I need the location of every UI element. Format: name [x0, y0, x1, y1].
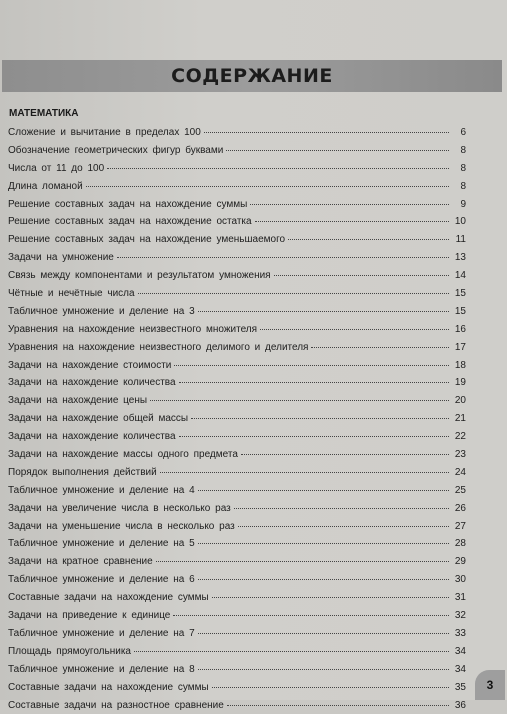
toc-entry-page: 29 [452, 553, 466, 571]
toc-entry [8, 518, 466, 536]
toc-entry-page: 8 [452, 160, 466, 178]
toc-entry-page: 36 [452, 697, 466, 714]
dot-leader [212, 686, 449, 688]
toc-entry [8, 196, 466, 214]
dot-leader [160, 471, 449, 473]
toc-entry [8, 213, 466, 231]
dot-leader [150, 399, 449, 401]
dot-leader [156, 560, 449, 562]
toc-entry-title: Задачи на увеличение числа в несколько раз [8, 500, 231, 518]
toc-entry [8, 285, 466, 303]
toc-entry-title: Табличное умножение и деление на 3 [8, 303, 195, 321]
toc-entry-title: Задачи на нахождение общей массы [8, 410, 188, 428]
toc-entry-page: 6 [452, 124, 466, 142]
dot-leader [134, 650, 449, 652]
toc-entry-title: Уравнения на нахождение неизвестного делимого и делителя [8, 339, 308, 357]
dot-leader [311, 346, 449, 348]
toc-entry-page: 31 [452, 589, 466, 607]
toc-entry [8, 249, 466, 267]
toc-entry-title: Решение составных задач на нахождение суммы [8, 196, 247, 214]
toc-entry-page: 25 [452, 482, 466, 500]
table-of-contents [8, 124, 466, 714]
toc-entry [8, 339, 466, 357]
toc-entry-title: Задачи на нахождение цены [8, 392, 147, 410]
dot-leader [288, 238, 449, 240]
dot-leader [138, 292, 449, 294]
toc-entry [8, 428, 466, 446]
toc-entry-title: Числа от 11 до 100 [8, 160, 104, 178]
toc-entry-page: 21 [452, 410, 466, 428]
toc-entry-title: Решение составных задач на нахождение остатка [8, 213, 252, 231]
toc-entry-page: 34 [452, 661, 466, 679]
toc-entry [8, 571, 466, 589]
toc-entry-page: 33 [452, 625, 466, 643]
dot-leader [86, 185, 449, 187]
toc-entry-title: Составные задачи на нахождение суммы [8, 679, 209, 697]
toc-entry-page: 26 [452, 500, 466, 518]
toc-entry-page: 27 [452, 518, 466, 536]
toc-entry-page: 34 [452, 643, 466, 661]
toc-entry-title: Задачи на приведение к единице [8, 607, 170, 625]
toc-entry [8, 679, 466, 697]
toc-entry-title: Задачи на нахождение количества [8, 374, 176, 392]
toc-entry-title: Табличное умножение и деление на 8 [8, 661, 195, 679]
toc-entry [8, 374, 466, 392]
dot-leader [226, 149, 449, 151]
dot-leader [179, 381, 449, 383]
dot-leader [255, 220, 449, 222]
toc-entry-title: Задачи на умножение [8, 249, 114, 267]
toc-entry [8, 697, 466, 714]
toc-entry-page: 32 [452, 607, 466, 625]
dot-leader [238, 525, 449, 527]
toc-entry-title: Площадь прямоугольника [8, 643, 131, 661]
dot-leader [204, 131, 449, 133]
toc-entry [8, 321, 466, 339]
toc-entry [8, 607, 466, 625]
toc-entry [8, 589, 466, 607]
toc-entry-title: Табличное умножение и деление на 7 [8, 625, 195, 643]
toc-entry-title: Связь между компонентами и результатом умножения [8, 267, 271, 285]
dot-leader [260, 328, 449, 330]
dot-leader [198, 310, 449, 312]
toc-entry-page: 23 [452, 446, 466, 464]
dot-leader [173, 614, 449, 616]
toc-entry-title: Чётные и нечётные числа [8, 285, 135, 303]
toc-entry-title: Задачи на нахождение количества [8, 428, 176, 446]
toc-entry-page: 14 [452, 267, 466, 285]
toc-entry [8, 464, 466, 482]
toc-entry [8, 178, 466, 196]
toc-entry-page: 28 [452, 535, 466, 553]
dot-leader [117, 256, 449, 258]
toc-entry-title: Задачи на уменьшение числа в несколько раз [8, 518, 235, 536]
toc-entry-title: Обозначение геометрических фигур буквами [8, 142, 223, 160]
toc-entry-title: Решение составных задач на нахождение уменьшаемого [8, 231, 285, 249]
dot-leader [198, 632, 449, 634]
dot-leader [198, 542, 449, 544]
toc-entry-page: 13 [452, 249, 466, 267]
toc-entry [8, 625, 466, 643]
toc-entry [8, 410, 466, 428]
title-banner [2, 60, 502, 92]
toc-entry-page: 11 [452, 231, 466, 249]
dot-leader [174, 364, 449, 366]
toc-entry-page: 16 [452, 321, 466, 339]
toc-entry-page: 24 [452, 464, 466, 482]
toc-entry-title: Табличное умножение и деление на 5 [8, 535, 195, 553]
toc-entry-page: 8 [452, 142, 466, 160]
toc-entry [8, 446, 466, 464]
toc-entry [8, 142, 466, 160]
toc-entry [8, 303, 466, 321]
toc-entry-page: 35 [452, 679, 466, 697]
toc-entry [8, 553, 466, 571]
toc-entry-title: Задачи на нахождение массы одного предмета [8, 446, 238, 464]
dot-leader [234, 507, 449, 509]
dot-leader [227, 704, 449, 706]
toc-entry-page: 8 [452, 178, 466, 196]
toc-entry-title: Табличное умножение и деление на 6 [8, 571, 195, 589]
toc-entry-title: Сложение и вычитание в пределах 100 [8, 124, 201, 142]
toc-entry-page: 9 [452, 196, 466, 214]
dot-leader [198, 668, 449, 670]
dot-leader [179, 435, 449, 437]
toc-entry [8, 535, 466, 553]
toc-entry-title: Табличное умножение и деление на 4 [8, 482, 195, 500]
toc-entry [8, 357, 466, 375]
toc-entry-page: 22 [452, 428, 466, 446]
toc-entry [8, 267, 466, 285]
dot-leader [198, 578, 449, 580]
toc-entry-page: 10 [452, 213, 466, 231]
toc-entry [8, 231, 466, 249]
toc-entry [8, 124, 466, 142]
dot-leader [198, 489, 449, 491]
dot-leader [191, 417, 449, 419]
toc-entry-page: 30 [452, 571, 466, 589]
toc-entry-title: Составные задачи на разностное сравнение [8, 697, 224, 714]
toc-entry-page: 18 [452, 357, 466, 375]
page-number: 3 [475, 670, 505, 700]
toc-entry-page: 20 [452, 392, 466, 410]
toc-entry-title: Порядок выполнения действий [8, 464, 157, 482]
toc-entry [8, 643, 466, 661]
toc-entry [8, 500, 466, 518]
toc-entry-title: Длина ломаной [8, 178, 83, 196]
toc-entry-title: Уравнения на нахождение неизвестного множителя [8, 321, 257, 339]
dot-leader [274, 274, 449, 276]
toc-entry-title: Задачи на кратное сравнение [8, 553, 153, 571]
section-heading: МАТЕМАТИКА [9, 108, 79, 119]
dot-leader [212, 596, 449, 598]
dot-leader [241, 453, 449, 455]
toc-entry-page: 15 [452, 303, 466, 321]
toc-entry [8, 160, 466, 178]
toc-entry-page: 17 [452, 339, 466, 357]
dot-leader [250, 203, 449, 205]
toc-entry-page: 15 [452, 285, 466, 303]
page-title: СОДЕРЖАНИЕ [171, 65, 333, 87]
toc-entry-title: Составные задачи на нахождение суммы [8, 589, 209, 607]
toc-entry [8, 661, 466, 679]
toc-entry [8, 392, 466, 410]
toc-entry [8, 482, 466, 500]
toc-entry-page: 19 [452, 374, 466, 392]
toc-entry-title: Задачи на нахождение стоимости [8, 357, 171, 375]
dot-leader [107, 167, 449, 169]
